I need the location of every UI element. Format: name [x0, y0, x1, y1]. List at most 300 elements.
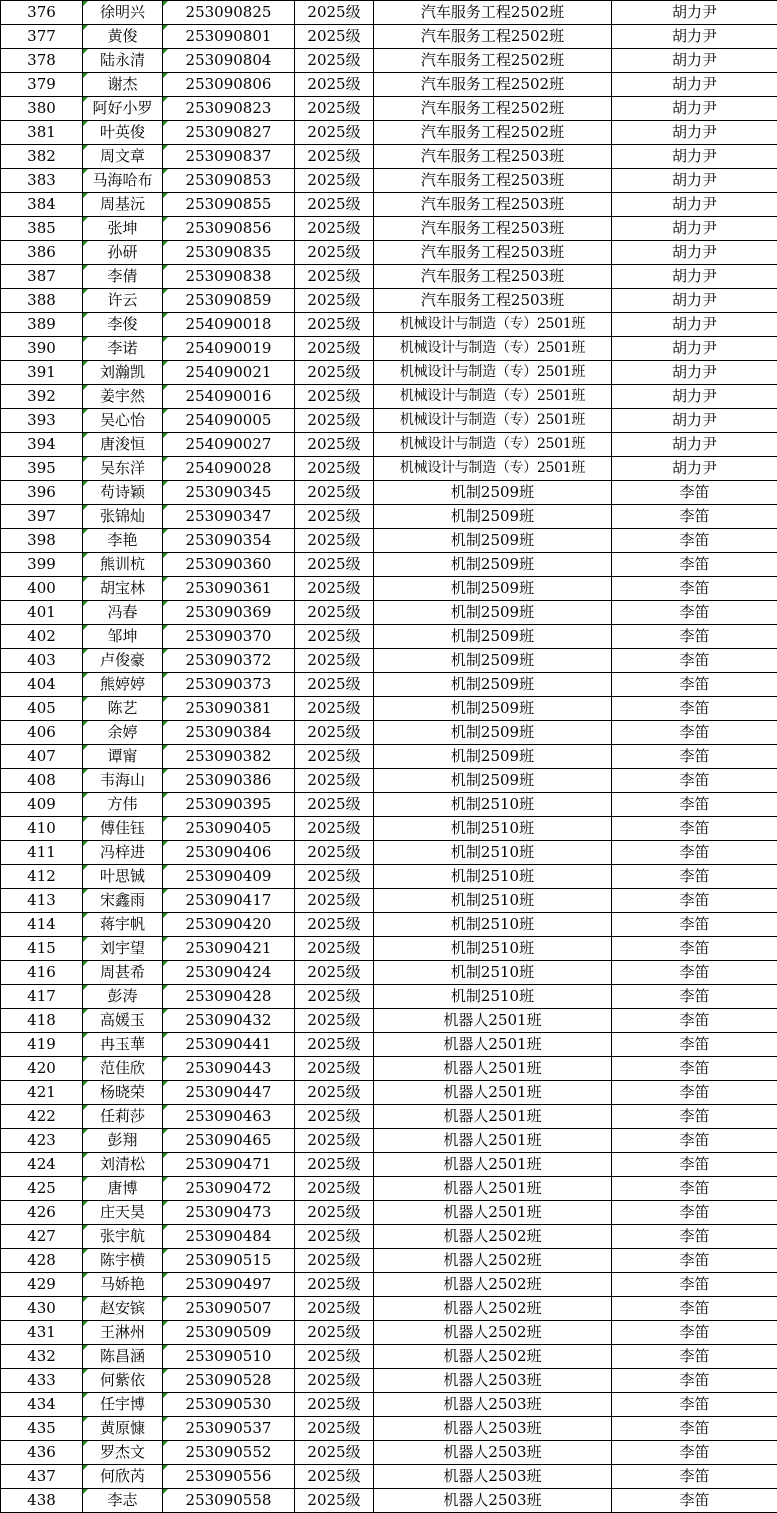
row-number-cell[interactable]: 398: [1, 529, 83, 553]
name-cell[interactable]: 唐浚恒: [83, 433, 163, 457]
class-cell[interactable]: 机器人2502班: [374, 1273, 612, 1297]
advisor-cell[interactable]: 李笛: [612, 1105, 777, 1129]
grade-cell[interactable]: 2025级: [295, 25, 374, 49]
class-cell[interactable]: 汽车服务工程2503班: [374, 265, 612, 289]
class-cell[interactable]: 汽车服务工程2502班: [374, 73, 612, 97]
name-cell[interactable]: 张坤: [83, 217, 163, 241]
student-id-cell[interactable]: 253090405: [163, 817, 295, 841]
name-cell[interactable]: 黄俊: [83, 25, 163, 49]
student-id-cell[interactable]: 253090347: [163, 505, 295, 529]
advisor-cell[interactable]: 李笛: [612, 937, 777, 961]
grade-cell[interactable]: 2025级: [295, 1417, 374, 1441]
class-cell[interactable]: 机械设计与制造（专）2501班: [374, 385, 612, 409]
student-id-cell[interactable]: 253090497: [163, 1273, 295, 1297]
name-cell[interactable]: 彭翔: [83, 1129, 163, 1153]
student-id-cell[interactable]: 253090381: [163, 697, 295, 721]
class-cell[interactable]: 汽车服务工程2502班: [374, 1, 612, 25]
name-cell[interactable]: 范佳欣: [83, 1057, 163, 1081]
grade-cell[interactable]: 2025级: [295, 409, 374, 433]
name-cell[interactable]: 陆永清: [83, 49, 163, 73]
advisor-cell[interactable]: 胡力尹: [612, 433, 777, 457]
class-cell[interactable]: 汽车服务工程2502班: [374, 97, 612, 121]
name-cell[interactable]: 叶思铖: [83, 865, 163, 889]
student-id-cell[interactable]: 253090855: [163, 193, 295, 217]
row-number-cell[interactable]: 392: [1, 385, 83, 409]
class-cell[interactable]: 机器人2501班: [374, 1057, 612, 1081]
advisor-cell[interactable]: 李笛: [612, 1369, 777, 1393]
advisor-cell[interactable]: 胡力尹: [612, 409, 777, 433]
name-cell[interactable]: 周文章: [83, 145, 163, 169]
advisor-cell[interactable]: 李笛: [612, 481, 777, 505]
name-cell[interactable]: 周基沅: [83, 193, 163, 217]
student-id-cell[interactable]: 253090354: [163, 529, 295, 553]
student-id-cell[interactable]: 253090515: [163, 1249, 295, 1273]
class-cell[interactable]: 机制2510班: [374, 985, 612, 1009]
row-number-cell[interactable]: 414: [1, 913, 83, 937]
advisor-cell[interactable]: 胡力尹: [612, 169, 777, 193]
grade-cell[interactable]: 2025级: [295, 817, 374, 841]
name-cell[interactable]: 熊训杭: [83, 553, 163, 577]
row-number-cell[interactable]: 429: [1, 1273, 83, 1297]
grade-cell[interactable]: 2025级: [295, 337, 374, 361]
row-number-cell[interactable]: 381: [1, 121, 83, 145]
name-cell[interactable]: 余婷: [83, 721, 163, 745]
class-cell[interactable]: 机器人2502班: [374, 1249, 612, 1273]
grade-cell[interactable]: 2025级: [295, 1249, 374, 1273]
student-id-cell[interactable]: 253090827: [163, 121, 295, 145]
class-cell[interactable]: 机制2510班: [374, 817, 612, 841]
row-number-cell[interactable]: 378: [1, 49, 83, 73]
grade-cell[interactable]: 2025级: [295, 1201, 374, 1225]
advisor-cell[interactable]: 李笛: [612, 1033, 777, 1057]
advisor-cell[interactable]: 李笛: [612, 1177, 777, 1201]
name-cell[interactable]: 黄原慷: [83, 1417, 163, 1441]
row-number-cell[interactable]: 408: [1, 769, 83, 793]
name-cell[interactable]: 卢俊豪: [83, 649, 163, 673]
row-number-cell[interactable]: 405: [1, 697, 83, 721]
advisor-cell[interactable]: 李笛: [612, 577, 777, 601]
row-number-cell[interactable]: 386: [1, 241, 83, 265]
student-id-cell[interactable]: 253090360: [163, 553, 295, 577]
row-number-cell[interactable]: 434: [1, 1393, 83, 1417]
name-cell[interactable]: 蒋宇帆: [83, 913, 163, 937]
row-number-cell[interactable]: 421: [1, 1081, 83, 1105]
row-number-cell[interactable]: 426: [1, 1201, 83, 1225]
grade-cell[interactable]: 2025级: [295, 1273, 374, 1297]
student-id-cell[interactable]: 253090409: [163, 865, 295, 889]
grade-cell[interactable]: 2025级: [295, 481, 374, 505]
name-cell[interactable]: 邹坤: [83, 625, 163, 649]
row-number-cell[interactable]: 402: [1, 625, 83, 649]
class-cell[interactable]: 机制2509班: [374, 697, 612, 721]
name-cell[interactable]: 冉玉華: [83, 1033, 163, 1057]
class-cell[interactable]: 机制2509班: [374, 481, 612, 505]
grade-cell[interactable]: 2025级: [295, 265, 374, 289]
advisor-cell[interactable]: 胡力尹: [612, 457, 777, 481]
name-cell[interactable]: 傅佳钰: [83, 817, 163, 841]
class-cell[interactable]: 机制2510班: [374, 865, 612, 889]
student-id-cell[interactable]: 253090473: [163, 1201, 295, 1225]
advisor-cell[interactable]: 李笛: [612, 625, 777, 649]
student-id-cell[interactable]: 253090537: [163, 1417, 295, 1441]
class-cell[interactable]: 汽车服务工程2503班: [374, 193, 612, 217]
class-cell[interactable]: 机制2509班: [374, 577, 612, 601]
advisor-cell[interactable]: 胡力尹: [612, 241, 777, 265]
name-cell[interactable]: 李志: [83, 1489, 163, 1513]
grade-cell[interactable]: 2025级: [295, 1297, 374, 1321]
grade-cell[interactable]: 2025级: [295, 1225, 374, 1249]
student-id-cell[interactable]: 253090472: [163, 1177, 295, 1201]
grade-cell[interactable]: 2025级: [295, 241, 374, 265]
class-cell[interactable]: 机制2510班: [374, 841, 612, 865]
name-cell[interactable]: 陈昌涵: [83, 1345, 163, 1369]
student-id-cell[interactable]: 253090447: [163, 1081, 295, 1105]
student-id-cell[interactable]: 253090806: [163, 73, 295, 97]
student-id-cell[interactable]: 253090406: [163, 841, 295, 865]
grade-cell[interactable]: 2025级: [295, 313, 374, 337]
advisor-cell[interactable]: 李笛: [612, 1297, 777, 1321]
advisor-cell[interactable]: 李笛: [612, 1273, 777, 1297]
grade-cell[interactable]: 2025级: [295, 1177, 374, 1201]
class-cell[interactable]: 机制2509班: [374, 529, 612, 553]
grade-cell[interactable]: 2025级: [295, 169, 374, 193]
class-cell[interactable]: 机制2509班: [374, 721, 612, 745]
name-cell[interactable]: 李倩: [83, 265, 163, 289]
row-number-cell[interactable]: 433: [1, 1369, 83, 1393]
student-id-cell[interactable]: 253090825: [163, 1, 295, 25]
advisor-cell[interactable]: 李笛: [612, 817, 777, 841]
grade-cell[interactable]: 2025级: [295, 937, 374, 961]
row-number-cell[interactable]: 380: [1, 97, 83, 121]
grade-cell[interactable]: 2025级: [295, 553, 374, 577]
class-cell[interactable]: 机器人2501班: [374, 1105, 612, 1129]
name-cell[interactable]: 陈艺: [83, 697, 163, 721]
grade-cell[interactable]: 2025级: [295, 1129, 374, 1153]
row-number-cell[interactable]: 396: [1, 481, 83, 505]
grade-cell[interactable]: 2025级: [295, 1393, 374, 1417]
row-number-cell[interactable]: 400: [1, 577, 83, 601]
name-cell[interactable]: 苟诗颖: [83, 481, 163, 505]
row-number-cell[interactable]: 415: [1, 937, 83, 961]
class-cell[interactable]: 机制2510班: [374, 793, 612, 817]
name-cell[interactable]: 方伟: [83, 793, 163, 817]
class-cell[interactable]: 机器人2501班: [374, 1129, 612, 1153]
student-id-cell[interactable]: 253090463: [163, 1105, 295, 1129]
class-cell[interactable]: 汽车服务工程2503班: [374, 289, 612, 313]
student-id-cell[interactable]: 253090856: [163, 217, 295, 241]
advisor-cell[interactable]: 李笛: [612, 1465, 777, 1489]
row-number-cell[interactable]: 395: [1, 457, 83, 481]
row-number-cell[interactable]: 390: [1, 337, 83, 361]
row-number-cell[interactable]: 436: [1, 1441, 83, 1465]
student-id-cell[interactable]: 253090510: [163, 1345, 295, 1369]
student-id-cell[interactable]: 254090021: [163, 361, 295, 385]
name-cell[interactable]: 谢杰: [83, 73, 163, 97]
student-id-cell[interactable]: 253090552: [163, 1441, 295, 1465]
grade-cell[interactable]: 2025级: [295, 577, 374, 601]
grade-cell[interactable]: 2025级: [295, 793, 374, 817]
grade-cell[interactable]: 2025级: [295, 1009, 374, 1033]
row-number-cell[interactable]: 431: [1, 1321, 83, 1345]
student-id-cell[interactable]: 253090507: [163, 1297, 295, 1321]
advisor-cell[interactable]: 李笛: [612, 913, 777, 937]
row-number-cell[interactable]: 409: [1, 793, 83, 817]
name-cell[interactable]: 陈宇横: [83, 1249, 163, 1273]
advisor-cell[interactable]: 胡力尹: [612, 1, 777, 25]
advisor-cell[interactable]: 李笛: [612, 1489, 777, 1513]
grade-cell[interactable]: 2025级: [295, 865, 374, 889]
grade-cell[interactable]: 2025级: [295, 145, 374, 169]
row-number-cell[interactable]: 411: [1, 841, 83, 865]
name-cell[interactable]: 姜宇然: [83, 385, 163, 409]
name-cell[interactable]: 吴东洋: [83, 457, 163, 481]
name-cell[interactable]: 刘宇望: [83, 937, 163, 961]
row-number-cell[interactable]: 425: [1, 1177, 83, 1201]
row-number-cell[interactable]: 382: [1, 145, 83, 169]
name-cell[interactable]: 熊婷婷: [83, 673, 163, 697]
advisor-cell[interactable]: 李笛: [612, 889, 777, 913]
class-cell[interactable]: 汽车服务工程2503班: [374, 241, 612, 265]
advisor-cell[interactable]: 李笛: [612, 1417, 777, 1441]
grade-cell[interactable]: 2025级: [295, 1441, 374, 1465]
class-cell[interactable]: 机制2509班: [374, 673, 612, 697]
row-number-cell[interactable]: 383: [1, 169, 83, 193]
row-number-cell[interactable]: 406: [1, 721, 83, 745]
name-cell[interactable]: 周甚希: [83, 961, 163, 985]
row-number-cell[interactable]: 403: [1, 649, 83, 673]
row-number-cell[interactable]: 417: [1, 985, 83, 1009]
student-id-cell[interactable]: 253090424: [163, 961, 295, 985]
row-number-cell[interactable]: 387: [1, 265, 83, 289]
name-cell[interactable]: 李艳: [83, 529, 163, 553]
grade-cell[interactable]: 2025级: [295, 1465, 374, 1489]
advisor-cell[interactable]: 胡力尹: [612, 361, 777, 385]
class-cell[interactable]: 机器人2501班: [374, 1177, 612, 1201]
student-id-cell[interactable]: 254090005: [163, 409, 295, 433]
advisor-cell[interactable]: 胡力尹: [612, 25, 777, 49]
row-number-cell[interactable]: 394: [1, 433, 83, 457]
advisor-cell[interactable]: 李笛: [612, 793, 777, 817]
row-number-cell[interactable]: 391: [1, 361, 83, 385]
row-number-cell[interactable]: 393: [1, 409, 83, 433]
advisor-cell[interactable]: 李笛: [612, 1249, 777, 1273]
grade-cell[interactable]: 2025级: [295, 1057, 374, 1081]
student-id-cell[interactable]: 253090428: [163, 985, 295, 1009]
advisor-cell[interactable]: 李笛: [612, 961, 777, 985]
grade-cell[interactable]: 2025级: [295, 361, 374, 385]
grade-cell[interactable]: 2025级: [295, 121, 374, 145]
advisor-cell[interactable]: 李笛: [612, 745, 777, 769]
class-cell[interactable]: 机器人2502班: [374, 1321, 612, 1345]
row-number-cell[interactable]: 424: [1, 1153, 83, 1177]
class-cell[interactable]: 机器人2503班: [374, 1369, 612, 1393]
class-cell[interactable]: 机械设计与制造（专）2501班: [374, 361, 612, 385]
student-id-cell[interactable]: 253090835: [163, 241, 295, 265]
name-cell[interactable]: 叶英俊: [83, 121, 163, 145]
name-cell[interactable]: 赵安镔: [83, 1297, 163, 1321]
name-cell[interactable]: 王淋州: [83, 1321, 163, 1345]
row-number-cell[interactable]: 407: [1, 745, 83, 769]
name-cell[interactable]: 马海哈布: [83, 169, 163, 193]
advisor-cell[interactable]: 李笛: [612, 1081, 777, 1105]
grade-cell[interactable]: 2025级: [295, 49, 374, 73]
grade-cell[interactable]: 2025级: [295, 1369, 374, 1393]
advisor-cell[interactable]: 李笛: [612, 697, 777, 721]
student-id-cell[interactable]: 253090837: [163, 145, 295, 169]
grade-cell[interactable]: 2025级: [295, 289, 374, 313]
class-cell[interactable]: 机制2510班: [374, 913, 612, 937]
advisor-cell[interactable]: 李笛: [612, 1201, 777, 1225]
student-id-cell[interactable]: 253090530: [163, 1393, 295, 1417]
name-cell[interactable]: 马娇艳: [83, 1273, 163, 1297]
class-cell[interactable]: 汽车服务工程2502班: [374, 121, 612, 145]
advisor-cell[interactable]: 李笛: [612, 1009, 777, 1033]
advisor-cell[interactable]: 李笛: [612, 841, 777, 865]
class-cell[interactable]: 机器人2501班: [374, 1009, 612, 1033]
grade-cell[interactable]: 2025级: [295, 913, 374, 937]
row-number-cell[interactable]: 435: [1, 1417, 83, 1441]
class-cell[interactable]: 机制2509班: [374, 553, 612, 577]
name-cell[interactable]: 徐明兴: [83, 1, 163, 25]
name-cell[interactable]: 唐博: [83, 1177, 163, 1201]
grade-cell[interactable]: 2025级: [295, 1489, 374, 1513]
advisor-cell[interactable]: 胡力尹: [612, 217, 777, 241]
class-cell[interactable]: 机械设计与制造（专）2501班: [374, 433, 612, 457]
advisor-cell[interactable]: 李笛: [612, 721, 777, 745]
class-cell[interactable]: 机器人2503班: [374, 1441, 612, 1465]
advisor-cell[interactable]: 李笛: [612, 553, 777, 577]
class-cell[interactable]: 机器人2502班: [374, 1297, 612, 1321]
grade-cell[interactable]: 2025级: [295, 505, 374, 529]
row-number-cell[interactable]: 399: [1, 553, 83, 577]
student-id-cell[interactable]: 253090382: [163, 745, 295, 769]
grade-cell[interactable]: 2025级: [295, 529, 374, 553]
class-cell[interactable]: 机械设计与制造（专）2501班: [374, 457, 612, 481]
class-cell[interactable]: 机器人2502班: [374, 1345, 612, 1369]
grade-cell[interactable]: 2025级: [295, 97, 374, 121]
row-number-cell[interactable]: 430: [1, 1297, 83, 1321]
row-number-cell[interactable]: 413: [1, 889, 83, 913]
student-id-cell[interactable]: 253090484: [163, 1225, 295, 1249]
advisor-cell[interactable]: 胡力尹: [612, 145, 777, 169]
class-cell[interactable]: 汽车服务工程2502班: [374, 25, 612, 49]
row-number-cell[interactable]: 420: [1, 1057, 83, 1081]
grade-cell[interactable]: 2025级: [295, 961, 374, 985]
student-id-cell[interactable]: 253090441: [163, 1033, 295, 1057]
grade-cell[interactable]: 2025级: [295, 385, 374, 409]
grade-cell[interactable]: 2025级: [295, 1, 374, 25]
student-id-cell[interactable]: 254090016: [163, 385, 295, 409]
student-id-cell[interactable]: 253090471: [163, 1153, 295, 1177]
row-number-cell[interactable]: 404: [1, 673, 83, 697]
class-cell[interactable]: 机器人2503班: [374, 1489, 612, 1513]
name-cell[interactable]: 冯春: [83, 601, 163, 625]
class-cell[interactable]: 机制2509班: [374, 625, 612, 649]
name-cell[interactable]: 李俊: [83, 313, 163, 337]
class-cell[interactable]: 机制2510班: [374, 961, 612, 985]
row-number-cell[interactable]: 410: [1, 817, 83, 841]
advisor-cell[interactable]: 李笛: [612, 649, 777, 673]
advisor-cell[interactable]: 李笛: [612, 769, 777, 793]
student-id-cell[interactable]: 253090370: [163, 625, 295, 649]
name-cell[interactable]: 宋鑫雨: [83, 889, 163, 913]
student-id-cell[interactable]: 253090804: [163, 49, 295, 73]
advisor-cell[interactable]: 胡力尹: [612, 49, 777, 73]
name-cell[interactable]: 杨晓荣: [83, 1081, 163, 1105]
advisor-cell[interactable]: 胡力尹: [612, 265, 777, 289]
row-number-cell[interactable]: 428: [1, 1249, 83, 1273]
student-id-cell[interactable]: 254090018: [163, 313, 295, 337]
grade-cell[interactable]: 2025级: [295, 1321, 374, 1345]
grade-cell[interactable]: 2025级: [295, 457, 374, 481]
name-cell[interactable]: 韦海山: [83, 769, 163, 793]
grade-cell[interactable]: 2025级: [295, 1081, 374, 1105]
advisor-cell[interactable]: 李笛: [612, 505, 777, 529]
class-cell[interactable]: 机器人2503班: [374, 1465, 612, 1489]
advisor-cell[interactable]: 胡力尹: [612, 73, 777, 97]
row-number-cell[interactable]: 379: [1, 73, 83, 97]
row-number-cell[interactable]: 412: [1, 865, 83, 889]
advisor-cell[interactable]: 李笛: [612, 1345, 777, 1369]
advisor-cell[interactable]: 胡力尹: [612, 385, 777, 409]
advisor-cell[interactable]: 李笛: [612, 1057, 777, 1081]
class-cell[interactable]: 机制2509班: [374, 601, 612, 625]
grade-cell[interactable]: 2025级: [295, 73, 374, 97]
advisor-cell[interactable]: 李笛: [612, 1153, 777, 1177]
name-cell[interactable]: 罗杰文: [83, 1441, 163, 1465]
student-id-cell[interactable]: 253090859: [163, 289, 295, 313]
grade-cell[interactable]: 2025级: [295, 985, 374, 1009]
student-id-cell[interactable]: 254090027: [163, 433, 295, 457]
grade-cell[interactable]: 2025级: [295, 649, 374, 673]
class-cell[interactable]: 机器人2501班: [374, 1081, 612, 1105]
student-id-cell[interactable]: 253090420: [163, 913, 295, 937]
student-id-cell[interactable]: 253090838: [163, 265, 295, 289]
grade-cell[interactable]: 2025级: [295, 769, 374, 793]
class-cell[interactable]: 机制2509班: [374, 769, 612, 793]
name-cell[interactable]: 张锦灿: [83, 505, 163, 529]
name-cell[interactable]: 彭涛: [83, 985, 163, 1009]
class-cell[interactable]: 汽车服务工程2503班: [374, 169, 612, 193]
student-id-cell[interactable]: 253090556: [163, 1465, 295, 1489]
row-number-cell[interactable]: 397: [1, 505, 83, 529]
student-id-cell[interactable]: 253090417: [163, 889, 295, 913]
row-number-cell[interactable]: 384: [1, 193, 83, 217]
class-cell[interactable]: 机器人2503班: [374, 1417, 612, 1441]
advisor-cell[interactable]: 李笛: [612, 985, 777, 1009]
advisor-cell[interactable]: 胡力尹: [612, 313, 777, 337]
student-id-cell[interactable]: 254090019: [163, 337, 295, 361]
class-cell[interactable]: 机器人2502班: [374, 1225, 612, 1249]
student-id-cell[interactable]: 253090361: [163, 577, 295, 601]
student-id-cell[interactable]: 253090421: [163, 937, 295, 961]
grade-cell[interactable]: 2025级: [295, 193, 374, 217]
name-cell[interactable]: 高媛玉: [83, 1009, 163, 1033]
student-id-cell[interactable]: 253090369: [163, 601, 295, 625]
name-cell[interactable]: 阿好小罗: [83, 97, 163, 121]
student-id-cell[interactable]: 253090528: [163, 1369, 295, 1393]
row-number-cell[interactable]: 385: [1, 217, 83, 241]
grade-cell[interactable]: 2025级: [295, 1033, 374, 1057]
grade-cell[interactable]: 2025级: [295, 601, 374, 625]
row-number-cell[interactable]: 423: [1, 1129, 83, 1153]
name-cell[interactable]: 任莉莎: [83, 1105, 163, 1129]
grade-cell[interactable]: 2025级: [295, 1153, 374, 1177]
row-number-cell[interactable]: 437: [1, 1465, 83, 1489]
class-cell[interactable]: 汽车服务工程2503班: [374, 145, 612, 169]
student-id-cell[interactable]: 253090384: [163, 721, 295, 745]
grade-cell[interactable]: 2025级: [295, 217, 374, 241]
